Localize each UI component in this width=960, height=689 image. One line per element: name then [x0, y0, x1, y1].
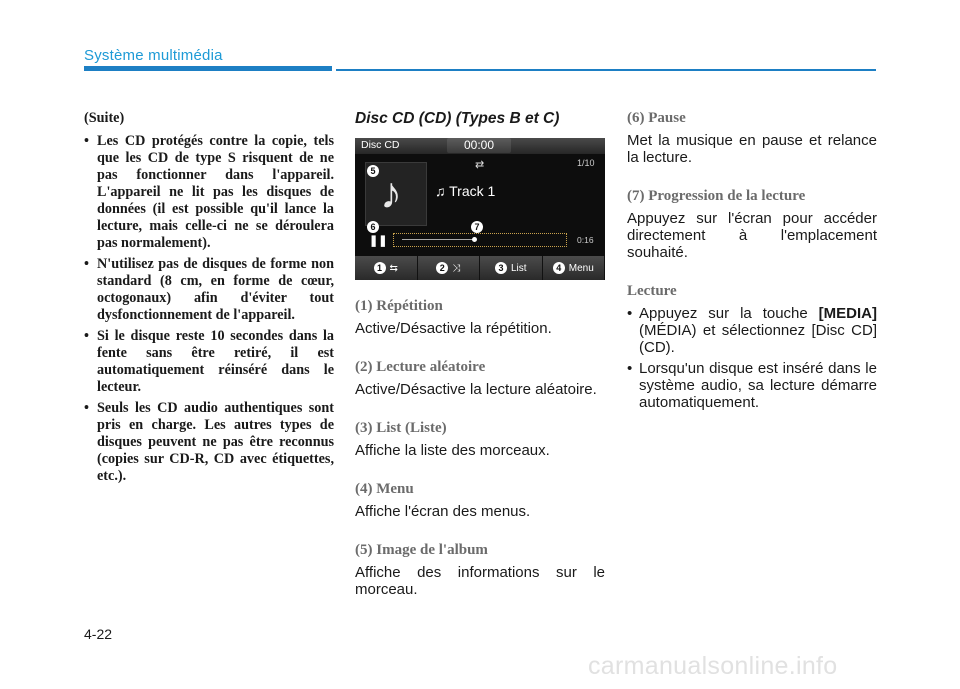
- instruction-text: (MÉDIA) et sélectionnez [Disc CD] (CD).: [639, 322, 877, 356]
- screen-top-bar: [355, 138, 605, 154]
- list-item: [627, 305, 877, 356]
- function-desc: Met la musique en pause et relance la lecture.: [627, 132, 877, 166]
- column-right: [627, 110, 877, 415]
- music-note-icon: ♪: [380, 169, 402, 218]
- watermark: carmanualsonline.info: [588, 652, 838, 680]
- page-number: 4-22: [84, 626, 113, 642]
- progress-track: [402, 239, 474, 240]
- list-item: • Les CD protégés contre la copie, tels que les CD de type S risquent de ne pas fonctionner dans l'appareil. L'appareil ne lit pas les disques de données (il est possible qu'il lance la lecture, mais celle-ci ne se déroulera pas normalement).: [84, 133, 334, 252]
- list-item: • Si le disque reste 10 secondes dans la fente sans être retiré, il est automatiquement réinséré dans le lecteur.: [84, 328, 334, 396]
- progress-knob[interactable]: [472, 237, 477, 242]
- repeat-icon: ⇆: [389, 262, 398, 274]
- function-item: [627, 110, 877, 166]
- list-button-label: List: [510, 262, 527, 274]
- section-title: Disc CD (CD) (Types B et C): [355, 110, 560, 127]
- function-desc: Active/Désactive la répétition.: [355, 320, 552, 337]
- playback-list: [627, 305, 877, 411]
- function-title: (2) Lecture aléatoire: [355, 359, 486, 375]
- screen-button-bar: [355, 256, 605, 280]
- list-item: • Seuls les CD audio authentiques sont pris en charge. Les autres types de disques peuvent ne pas être reconnus (copies sur CD-R, CD avec étiquettes, etc.).: [84, 400, 334, 485]
- menu-button-label: Menu: [568, 262, 594, 274]
- instruction-text: Appuyez sur la touche: [639, 305, 819, 322]
- repeat-status-icon: ⇄: [475, 159, 485, 171]
- section-header-title: Système multimédia: [84, 47, 223, 64]
- callout-1: 1: [374, 262, 386, 274]
- function-item: [355, 542, 605, 598]
- callout-2: 2: [436, 262, 448, 274]
- column-left: [84, 110, 334, 489]
- list-button[interactable]: [480, 256, 543, 280]
- callout-6: 6: [367, 221, 379, 233]
- function-item: [355, 298, 605, 337]
- function-title: (5) Image de l'album: [355, 542, 488, 558]
- cd-player-screen: [355, 138, 605, 280]
- function-desc: Affiche la liste des morceaux.: [355, 442, 550, 459]
- elapsed-time: 0:16: [577, 235, 594, 245]
- function-desc: Affiche l'écran des menus.: [355, 503, 531, 520]
- repeat-button[interactable]: [355, 256, 418, 280]
- column-middle: [355, 110, 605, 128]
- callout-7: 7: [471, 221, 483, 233]
- function-item: [627, 188, 877, 261]
- function-descriptions: [355, 298, 605, 598]
- track-name-text: Track 1: [449, 183, 496, 199]
- function-desc: Appuyez sur l'écran pour accéder directement à l'emplacement souhaité.: [627, 210, 877, 261]
- pause-icon[interactable]: ❚❚: [369, 235, 388, 247]
- progress-bar[interactable]: [393, 233, 567, 247]
- function-item: [355, 359, 605, 398]
- header-rule-thin: [336, 69, 876, 71]
- function-desc: Affiche des informations sur le morceau.: [355, 564, 605, 598]
- playback-title: Lecture: [627, 283, 677, 299]
- function-title: (4) Menu: [355, 481, 414, 497]
- callout-3: 3: [495, 262, 507, 274]
- notes-list: [84, 133, 334, 485]
- function-title: (6) Pause: [627, 110, 686, 126]
- function-title: (3) List (Liste): [355, 420, 447, 436]
- function-title: (7) Progression de la lecture: [627, 188, 806, 204]
- header-rule-thick: [84, 66, 332, 71]
- menu-button[interactable]: [543, 256, 606, 280]
- continued-label: (Suite): [84, 110, 125, 126]
- list-item: • N'utilisez pas de disques de forme non standard (8 cm, en forme de cœur, octogonaux) afin d'éviter tout dysfonctionnement de l'appareil.: [84, 256, 334, 324]
- function-title: (1) Répétition: [355, 298, 443, 314]
- media-source-label: Disc CD: [361, 139, 400, 151]
- callout-5: 5: [367, 165, 379, 177]
- function-item: [355, 481, 605, 520]
- function-item: [355, 420, 605, 459]
- clock: 00:00: [447, 138, 511, 153]
- list-item: • Lorsqu'un disque est inséré dans le système audio, sa lecture démarre automatiquement.: [627, 360, 877, 411]
- media-key-label: [MEDIA]: [818, 305, 877, 322]
- callout-4: 4: [553, 262, 565, 274]
- track-count: 1/10: [577, 158, 595, 168]
- track-name: [435, 183, 495, 199]
- function-desc: Active/Désactive la lecture aléatoire.: [355, 381, 597, 398]
- shuffle-icon: ⤨: [452, 262, 461, 274]
- shuffle-button[interactable]: [418, 256, 481, 280]
- music-note-icon: ♫: [435, 183, 450, 199]
